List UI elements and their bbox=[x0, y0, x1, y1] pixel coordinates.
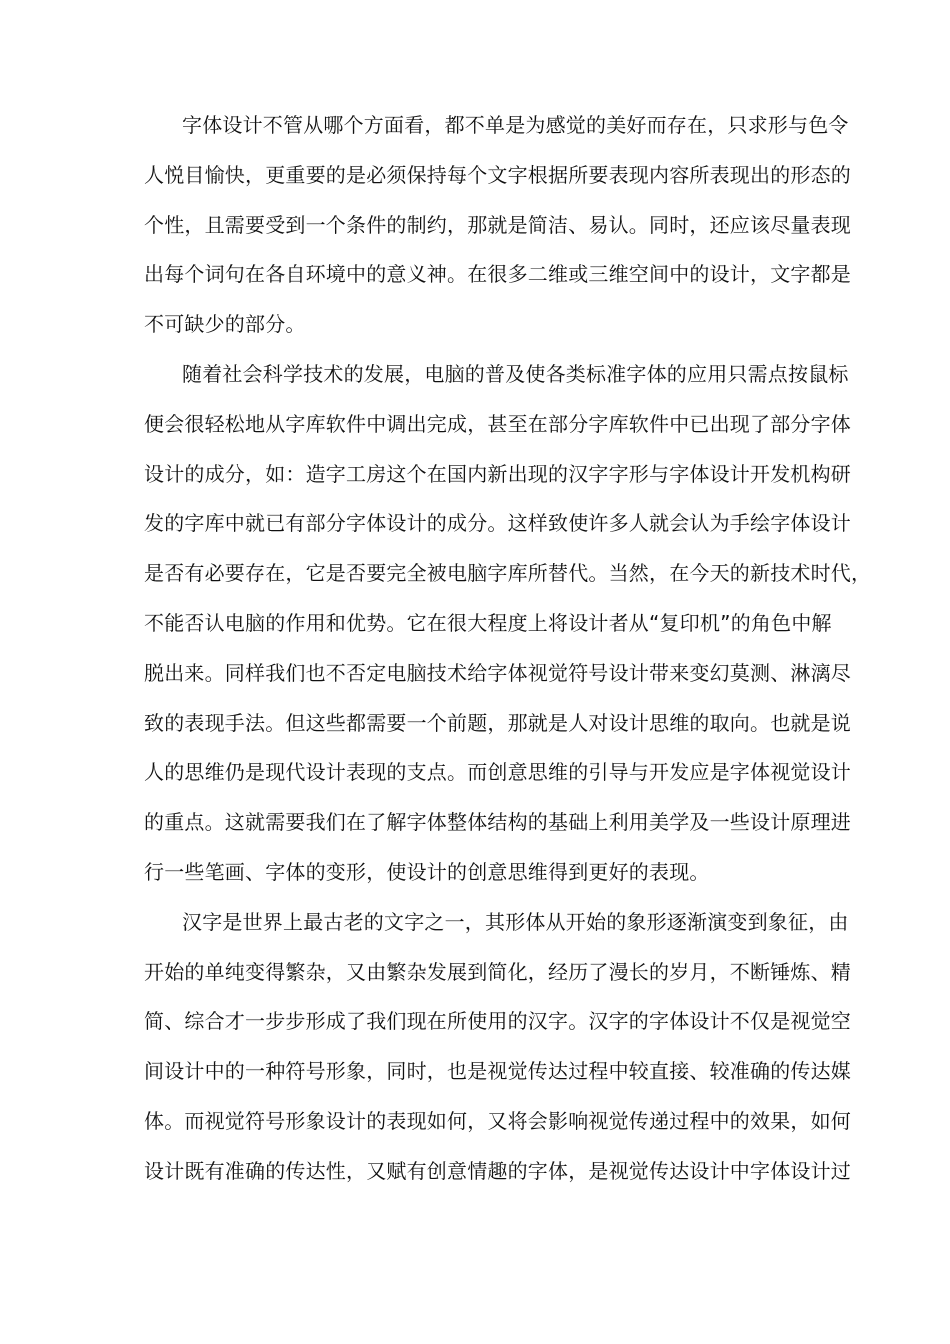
paragraph-line: 字体设计不管从哪个方面看，都不单是为感觉的美好而存在，只求形与色令 bbox=[182, 113, 849, 137]
paragraph-line: 脱出来。同样我们也不否定电脑技术给字体视觉符号设计带来变幻莫测、淋漓尽 bbox=[144, 660, 851, 685]
paragraph-line: 发的字库中就已有部分字体设计的成分。这样致使许多人就会认为手绘字体设计 bbox=[144, 511, 851, 536]
paragraph-2 bbox=[144, 350, 872, 898]
paragraph-line: 体。而视觉符号形象设计的表现如何，又将会影响视觉传递过程中的效果，如何 bbox=[144, 1108, 851, 1133]
paragraph-line: 随着社会科学技术的发展，电脑的普及使各类标准字体的应用只需点按鼠标 bbox=[182, 361, 849, 386]
paragraph-line: 行一些笔画、字体的变形，使设计的创意思维得到更好的表现。 bbox=[144, 859, 710, 884]
paragraph-line: 简、综合才一步步形成了我们现在所使用的汉字。汉字的字体设计不仅是视觉空 bbox=[144, 1009, 851, 1034]
paragraph-line: 设计既有准确的传达性，又赋有创意情趣的字体，是视觉传达设计中字体设计过 bbox=[144, 1158, 851, 1183]
paragraph-line: 人悦目愉快，更重要的是必须保持每个文字根据所要表现内容所表现出的形态的 bbox=[144, 162, 851, 187]
paragraph-line: 不能否认电脑的作用和优势。它在很大程度上将设计者从“复印机”的角色中解 bbox=[144, 610, 832, 635]
paragraph-line: 出每个词句在各自环境中的意义神。在很多二维或三维空间中的设计，文字都是 bbox=[144, 262, 851, 287]
paragraph-line: 汉字是世界上最古老的文字之一，其形体从开始的象形逐渐演变到象征，由 bbox=[182, 909, 849, 934]
document-body bbox=[144, 101, 872, 1197]
paragraph-line: 便会很轻松地从字库软件中调出完成，甚至在部分字库软件中已出现了部分字体 bbox=[144, 411, 851, 436]
paragraph-line: 的重点。这就需要我们在了解字体整体结构的基础上利用美学及一些设计原理进 bbox=[144, 810, 851, 835]
paragraph-line: 是否有必要存在，它是否要完全被电脑字库所替代。当然，在今天的新技术时代， bbox=[144, 561, 872, 586]
paragraph-line: 人的思维仍是现代设计表现的支点。而创意思维的引导与开发应是字体视觉设计 bbox=[144, 760, 851, 785]
paragraph-line: 个性，且需要受到一个条件的制约，那就是简洁、易认。同时，还应该尽量表现 bbox=[144, 212, 851, 237]
paragraph-1 bbox=[144, 101, 851, 350]
paragraph-line: 开始的单纯变得繁杂，又由繁杂发展到简化，经历了漫长的岁月，不断锤炼、精 bbox=[144, 959, 851, 984]
paragraph-line: 设计的成分，如：造字工房这个在国内新出现的汉字字形与字体设计开发机构研 bbox=[144, 461, 851, 486]
paragraph-3 bbox=[144, 898, 851, 1197]
paragraph-line: 致的表现手法。但这些都需要一个前题，那就是人对设计思维的取向。也就是说 bbox=[144, 710, 851, 735]
paragraph-line: 不可缺少的部分。 bbox=[144, 312, 306, 337]
paragraph-line: 间设计中的一种符号形象，同时，也是视觉传达过程中较直接、较准确的传达媒 bbox=[144, 1059, 851, 1084]
